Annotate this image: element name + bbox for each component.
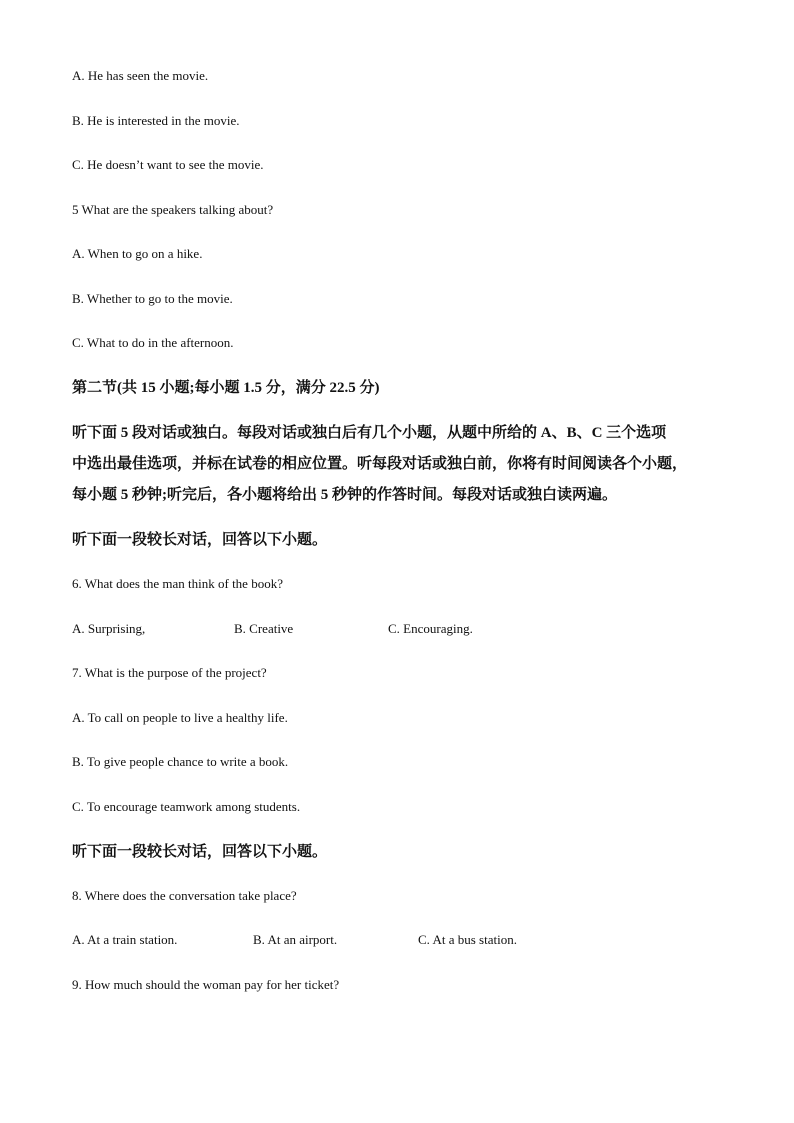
section-instructions-line-2: 中选出最佳选项，并标在试卷的相应位置。听每段对话或独白前，你将有时间阅读各个小题， [72,456,688,472]
section-instructions-line-3: 每小题 5 秒钟;听完后，各小题将给出 5 秒钟的作答时间。每段对话或独白读两遍。 [72,487,617,503]
section-instructions-line-1: 听下面 5 段对话或独白。每段对话或独白后有几个小题，从题中所给的 A、B、C 三个选项 [72,425,667,441]
q6-option-a: A. Surprising, [72,621,146,636]
q7-option-a: A. To call on people to live a healthy life. [72,710,288,725]
section-title: 第二节(共 15 小题;每小题 1.5 分，满分 22.5 分) [72,380,380,396]
q6-question: 6. What does the man think of the book? [72,576,283,591]
q8-options-row [72,932,732,948]
q7-option-c: C. To encourage teamwork among students. [72,799,301,814]
q6-option-c: C. Encouraging. [388,621,473,636]
dialogue-heading-1: 听下面一段较长对话，回答以下小题。 [72,532,328,548]
q6-option-b: B. Creative [234,621,294,636]
q5-question: 5 What are the speakers talking about? [72,202,274,217]
q7-option-b: B. To give people chance to write a book. [72,754,289,769]
dialogue-heading-2: 听下面一段较长对话，回答以下小题。 [72,844,328,860]
q8-option-a: A. At a train station. [72,932,178,947]
q5-option-a: A. When to go on a hike. [72,246,203,261]
q8-option-b: B. At an airport. [253,932,338,947]
q4-option-c: C. He doesn’t want to see the movie. [72,157,264,172]
q6-options-row [72,621,732,637]
q9-question: 9. How much should the woman pay for her ticket? [72,977,340,992]
q8-option-c: C. At a bus station. [418,932,517,947]
q4-option-a: A. He has seen the movie. [72,68,209,83]
q5-option-c: C. What to do in the afternoon. [72,335,234,350]
q4-option-b: B. He is interested in the movie. [72,113,240,128]
q7-question: 7. What is the purpose of the project? [72,665,267,680]
q5-option-b: B. Whether to go to the movie. [72,291,233,306]
q8-question: 8. Where does the conversation take place? [72,888,297,903]
